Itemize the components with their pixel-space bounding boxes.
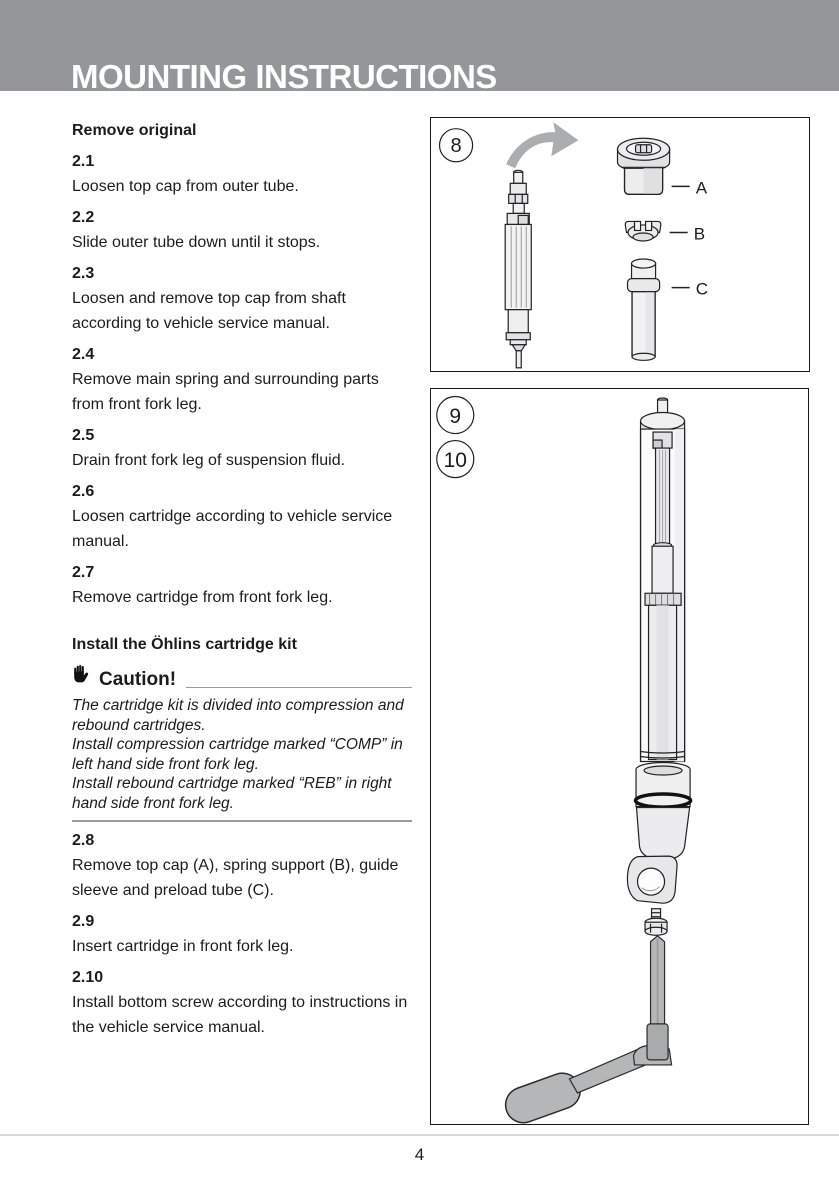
figure-9-10-box (430, 388, 809, 1125)
step-2-9 (72, 909, 412, 959)
step-text: Loosen cartridge according to vehicle service manual. (72, 508, 393, 550)
step-text: Remove main spring and surrounding parts from front fork leg. (72, 371, 379, 413)
step-text: Loosen top cap from outer tube. (72, 178, 299, 195)
part-label-a: A (695, 178, 708, 198)
step-number: 2.3 (72, 265, 95, 282)
socket-wrench-tool-drawing (523, 936, 671, 1105)
hand-icon (72, 664, 90, 691)
step-number: 2.2 (72, 209, 95, 226)
page-number: 4 (414, 1145, 425, 1164)
step-2-5 (72, 423, 412, 473)
cartridge-shaft-drawing (505, 170, 531, 368)
figure-number-badge: 9 (449, 405, 462, 429)
preload-tube-part-drawing (628, 259, 660, 360)
step-2-7 (72, 560, 412, 610)
step-2-4 (72, 342, 412, 417)
part-label-b: B (693, 224, 706, 244)
step-text: Remove top cap (A), spring support (B), guide sleeve and preload tube (C). (72, 856, 399, 899)
page-title: MOUNTING INSTRUCTIONS (71, 58, 497, 95)
caution-block (72, 665, 412, 822)
step-number: 2.1 (72, 153, 95, 170)
figure-8-drawing (431, 118, 809, 371)
remove-original-heading: Remove original (72, 122, 197, 139)
step-text: Remove cartridge from front fork leg. (72, 589, 333, 606)
caution-text (72, 696, 412, 813)
spring-support-part-drawing (625, 221, 660, 241)
step-text: Install bottom screw according to instructions in the vehicle service manual. (72, 993, 408, 1036)
step-2-3 (72, 261, 412, 336)
caution-paragraph: Install rebound cartridge marked “REB” in right hand side front fork leg. (72, 775, 392, 812)
step-number: 2.8 (72, 831, 95, 849)
rotate-arrow-icon (506, 122, 578, 168)
caution-label: Caution! (99, 669, 177, 690)
caution-paragraph: The cartridge kit is divided into compression and rebound cartridges. (72, 697, 404, 734)
caution-bottom-rule (72, 820, 412, 822)
step-number: 2.6 (72, 483, 95, 500)
step-2-6 (72, 479, 412, 554)
step-2-2 (72, 205, 412, 255)
caution-heading-rule (186, 687, 412, 689)
bottom-screw-drawing (645, 909, 667, 936)
figure-9-10-drawing (431, 389, 808, 1124)
fork-leg-drawing (627, 398, 690, 903)
step-text: Drain front fork leg of suspension fluid. (72, 452, 346, 469)
footer-rule (0, 1134, 839, 1136)
step-2-8 (72, 828, 412, 903)
step-text: Slide outer tube down until it stops. (72, 234, 321, 251)
step-number: 2.4 (72, 346, 95, 363)
step-number: 2.10 (72, 968, 104, 986)
step-number: 2.7 (72, 564, 95, 581)
top-cap-part-drawing (617, 138, 669, 194)
figure-8-box (430, 117, 810, 372)
step-2-10 (72, 965, 412, 1040)
figure-number-badge: 10 (443, 449, 467, 473)
step-number: 2.9 (72, 912, 95, 930)
part-label-c: C (695, 279, 709, 299)
caution-heading (72, 665, 412, 692)
figure-number-badge: 8 (450, 135, 462, 158)
instructions-column (72, 110, 412, 1040)
step-2-1 (72, 149, 412, 199)
caution-paragraph: Install compression cartridge marked “COMP” in left hand side front fork leg. (72, 736, 403, 773)
step-number: 2.5 (72, 427, 95, 444)
step-text: Insert cartridge in front fork leg. (72, 937, 294, 955)
step-text: Loosen and remove top cap from shaft according to vehicle service manual. (72, 290, 346, 332)
header-band (0, 0, 839, 95)
install-kit-heading: Install the Öhlins cartridge kit (72, 636, 297, 653)
